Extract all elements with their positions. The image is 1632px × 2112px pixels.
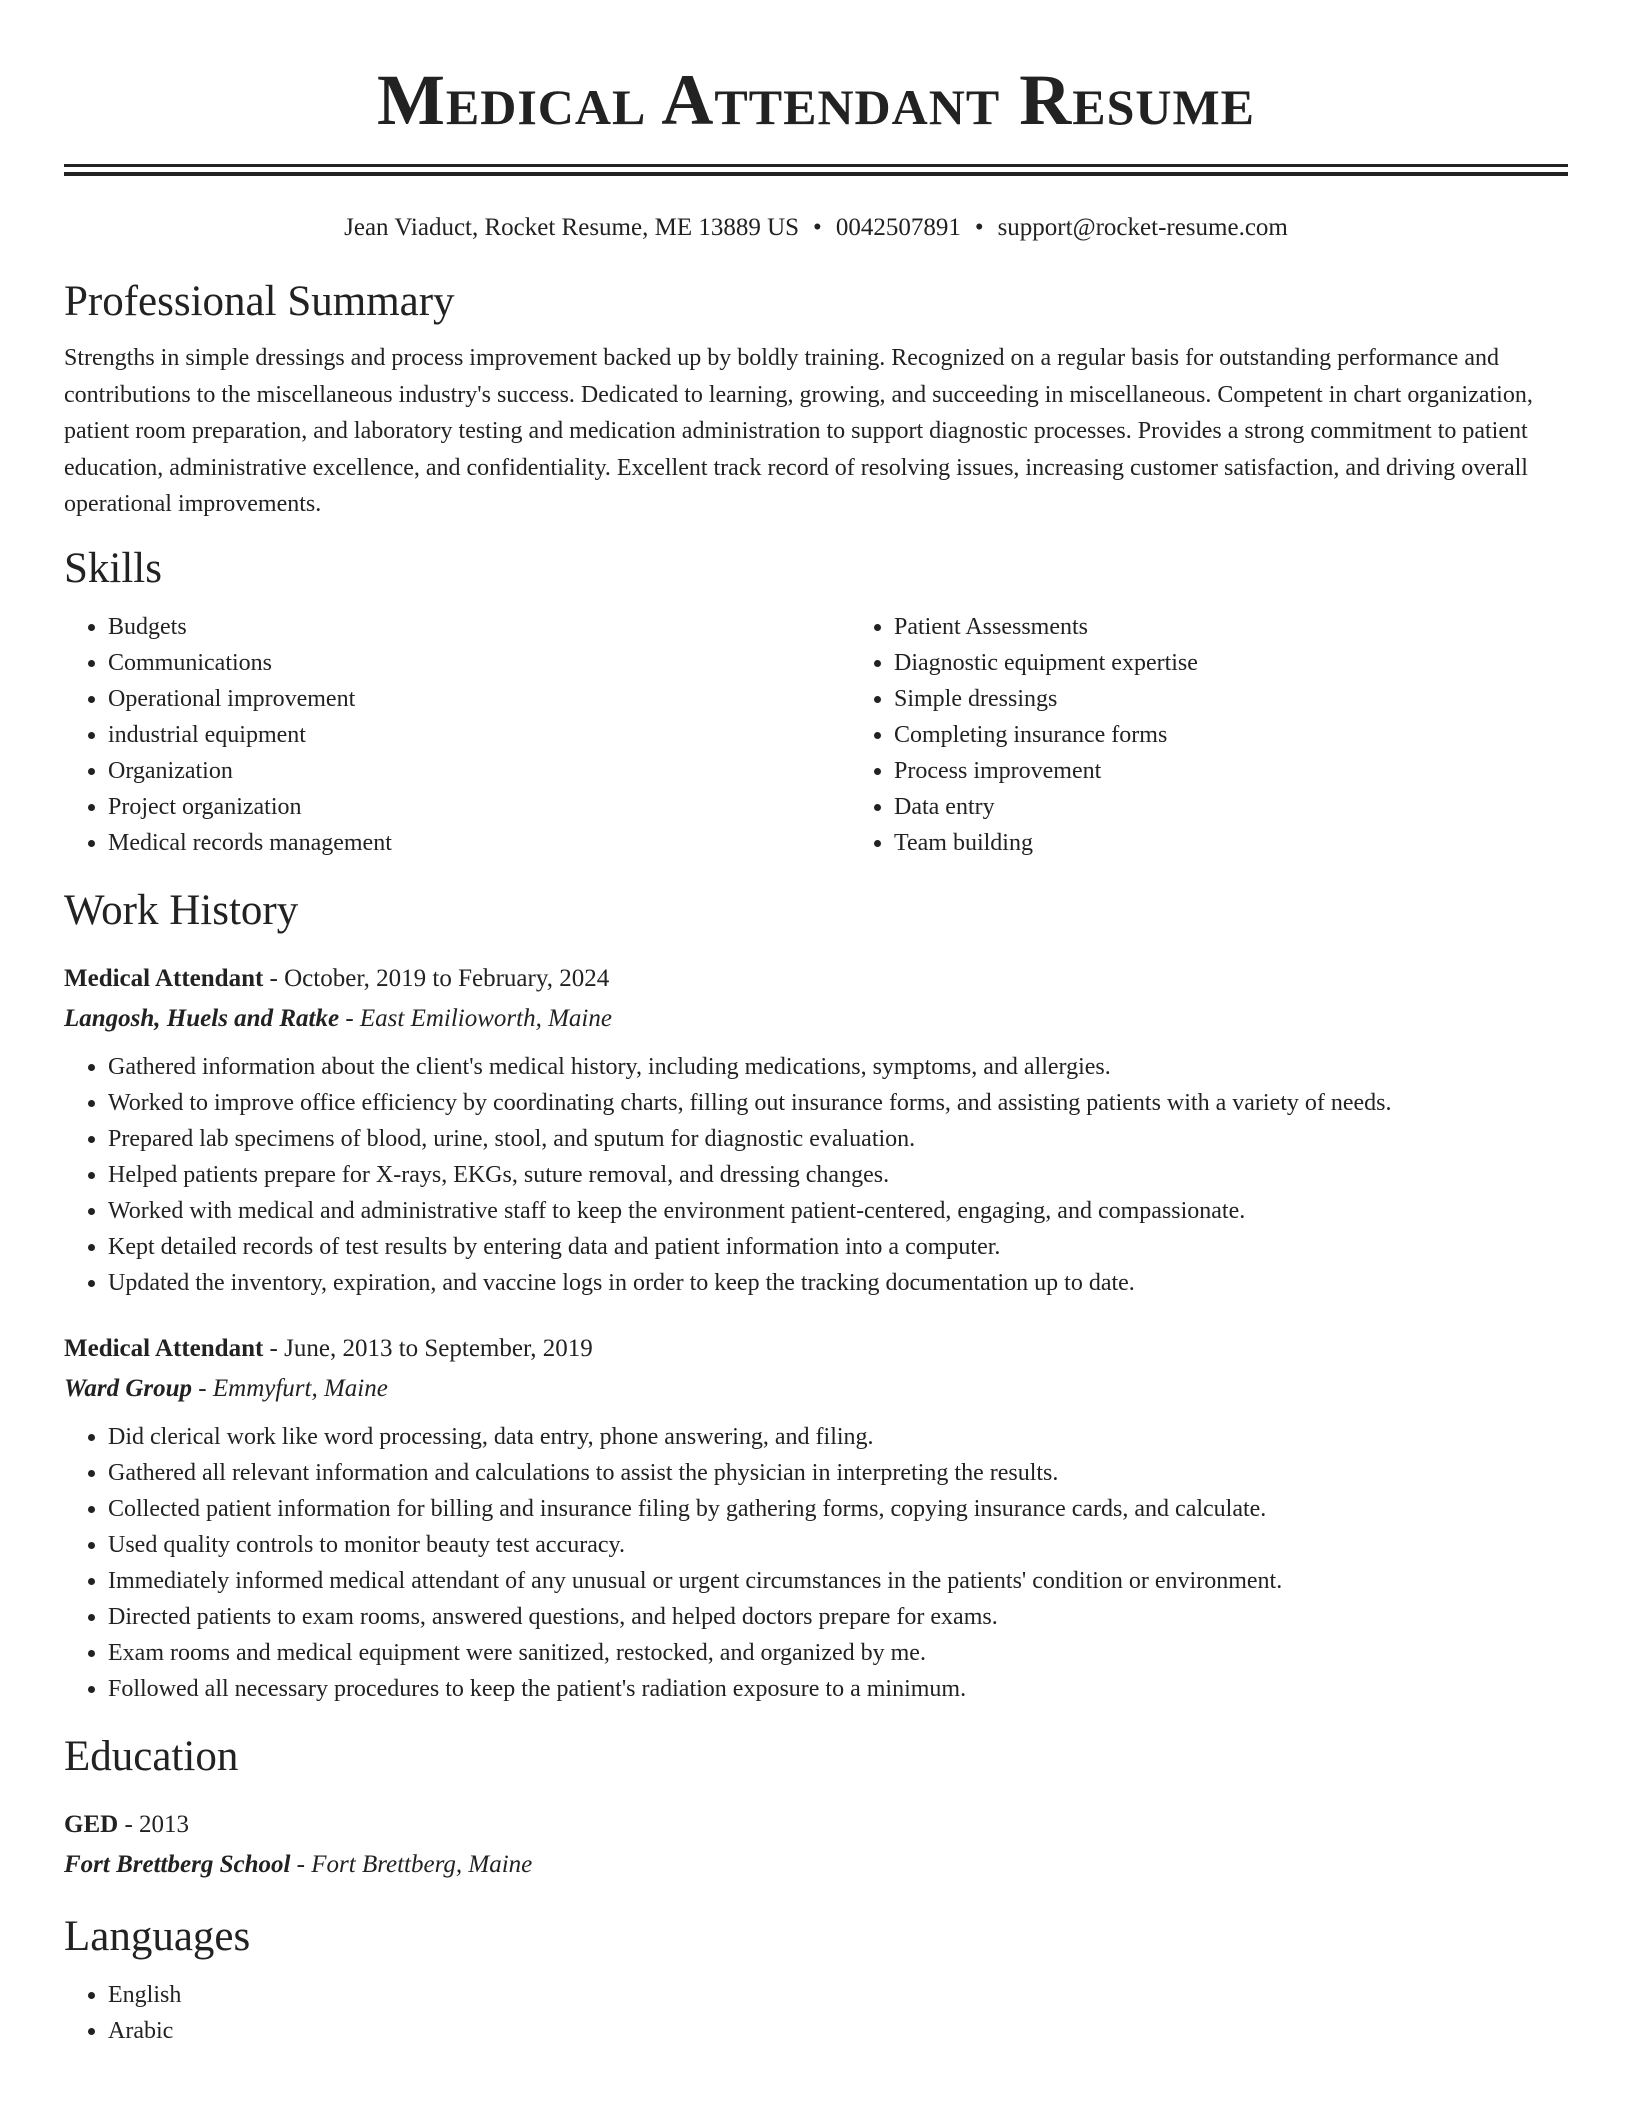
languages-section [64, 1911, 1568, 2049]
job-duty: • Kept detailed records of test results by entering data and patient information into a computer. [108, 1229, 1568, 1265]
education-entry [64, 1805, 1568, 1885]
skills-columns [64, 609, 1568, 861]
skill-item: • Completing insurance forms [894, 717, 1632, 753]
job-duty: • Collected patient information for billing and insurance filing by gathering forms, copying insurance cards, and calculate. [108, 1491, 1568, 1527]
job-title: Medical Attendant [64, 1334, 264, 1362]
contact-line [64, 212, 1568, 244]
job-duty: • Directed patients to exam rooms, answered questions, and helped doctors prepare for exams. [108, 1599, 1568, 1635]
contact-separator: • [974, 214, 984, 241]
job-duty: • Prepared lab specimens of blood, urine, stool, and sputum for diagnostic evaluation. [108, 1121, 1568, 1157]
job-duties-list [64, 1049, 1568, 1301]
skill-item: • Project organization [108, 789, 850, 825]
resume-title: Medical Attendant Resume [376, 60, 1256, 140]
school-name: Fort Brettberg School [64, 1850, 291, 1878]
skill-item: • Team building [894, 825, 1632, 861]
job-duty: • Used quality controls to monitor beauty test accuracy. [108, 1527, 1568, 1563]
degree: GED [64, 1810, 119, 1838]
job-duty: • Exam rooms and medical equipment were sanitized, restocked, and organized by me. [108, 1635, 1568, 1671]
job-entry [64, 959, 1568, 1301]
graduation-year: - 2013 [118, 1810, 190, 1838]
skill-item: • industrial equipment [108, 717, 850, 753]
section-heading-work-history: Work History [64, 886, 299, 934]
job-duty: • Followed all necessary procedures to keep the patient's radiation exposure to a minimum. [108, 1671, 1568, 1707]
section-heading-summary: Professional Summary [64, 278, 455, 325]
job-duty: • Worked with medical and administrative staff to keep the environment patient-centered, engaging, and compassionate. [108, 1193, 1568, 1229]
job-company: Langosh, Huels and Ratke [64, 1004, 340, 1032]
skill-item: • Medical records management [108, 825, 850, 861]
school-line [64, 1845, 1568, 1885]
degree-line [64, 1805, 1568, 1845]
job-duty: • Helped patients prepare for X-rays, EKGs, suture removal, and dressing changes. [108, 1157, 1568, 1193]
school-location: - Fort Brettberg, Maine [290, 1850, 533, 1878]
job-duty: • Gathered all relevant information and calculations to assist the physician in interpreting the results. [108, 1455, 1568, 1491]
language-item: • English [108, 1977, 1568, 2013]
job-duty: • Did clerical work like word processing, data entry, phone answering, and filing. [108, 1419, 1568, 1455]
job-location: - East Emilioworth, Maine [339, 1004, 612, 1032]
job-duties-list [64, 1419, 1568, 1707]
language-item: • Arabic [108, 2013, 1568, 2049]
skill-item: • Operational improvement [108, 681, 850, 717]
job-duty: • Immediately informed medical attendant of any unusual or urgent circumstances in the patients' condition or environment. [108, 1563, 1568, 1599]
job-dates: - June, 2013 to September, 2019 [263, 1334, 593, 1362]
job-title-line [64, 959, 1568, 999]
job-location: - Emmyfurt, Maine [192, 1374, 388, 1402]
section-heading-education: Education [64, 1732, 239, 1780]
skill-item: • Diagnostic equipment expertise [894, 645, 1632, 681]
work-history-section [64, 885, 1568, 1707]
title-double-rule [64, 164, 1568, 176]
skills-list-right [850, 609, 1632, 861]
skill-item: • Communications [108, 645, 850, 681]
languages-list [64, 1977, 1568, 2049]
contact-address: Jean Viaduct, Rocket Resume, ME 13889 US [344, 214, 800, 241]
section-heading-skills: Skills [64, 544, 162, 592]
summary-text: Strengths in simple dressings and process improvement backed up by boldly training. Recognized on a regular basis for outstanding performance and contributions to the miscellaneous industry's success. Dedicated to learning, growing, and succeeding in miscellaneous. Competent in chart organization, patient room preparation, and laboratory testing and medication administration to support diagnostic processes. Provides a strong commitment to patient education, administrative excellence, and confidentiality. Excellent track record of resolving issues, increasing customer satisfaction, and driving overall operational improvements. [64, 345, 1533, 517]
job-duty: • Worked to improve office efficiency by coordinating charts, filling out insurance forms, and assisting patients with a variety of needs. [108, 1085, 1568, 1121]
job-entry [64, 1329, 1568, 1707]
job-duty: • Updated the inventory, expiration, and vaccine logs in order to keep the tracking documentation up to date. [108, 1265, 1568, 1301]
contact-phone: 0042507891 [835, 214, 961, 241]
skill-item: • Process improvement [894, 753, 1632, 789]
job-company: Ward Group [64, 1374, 193, 1402]
skill-item: • Data entry [894, 789, 1632, 825]
job-company-line [64, 999, 1568, 1039]
education-section [64, 1731, 1568, 1885]
job-duty: • Gathered information about the client's medical history, including medications, symptoms, and allergies. [108, 1049, 1568, 1085]
section-heading-languages: Languages [64, 1912, 251, 1960]
skill-item: • Patient Assessments [894, 609, 1632, 645]
job-dates: - October, 2019 to February, 2024 [263, 964, 610, 992]
professional-summary-section [64, 276, 1568, 523]
job-company-line [64, 1369, 1568, 1409]
job-title-line [64, 1329, 1568, 1369]
job-title: Medical Attendant [64, 964, 264, 992]
contact-separator: • [813, 214, 822, 241]
skill-item: • Budgets [108, 609, 850, 645]
skill-item: • Simple dressings [894, 681, 1632, 717]
contact-email: support@rocket-resume.com [997, 214, 1288, 241]
skills-list-left [64, 609, 850, 861]
skills-section [64, 543, 1568, 861]
skill-item: • Organization [108, 753, 850, 789]
